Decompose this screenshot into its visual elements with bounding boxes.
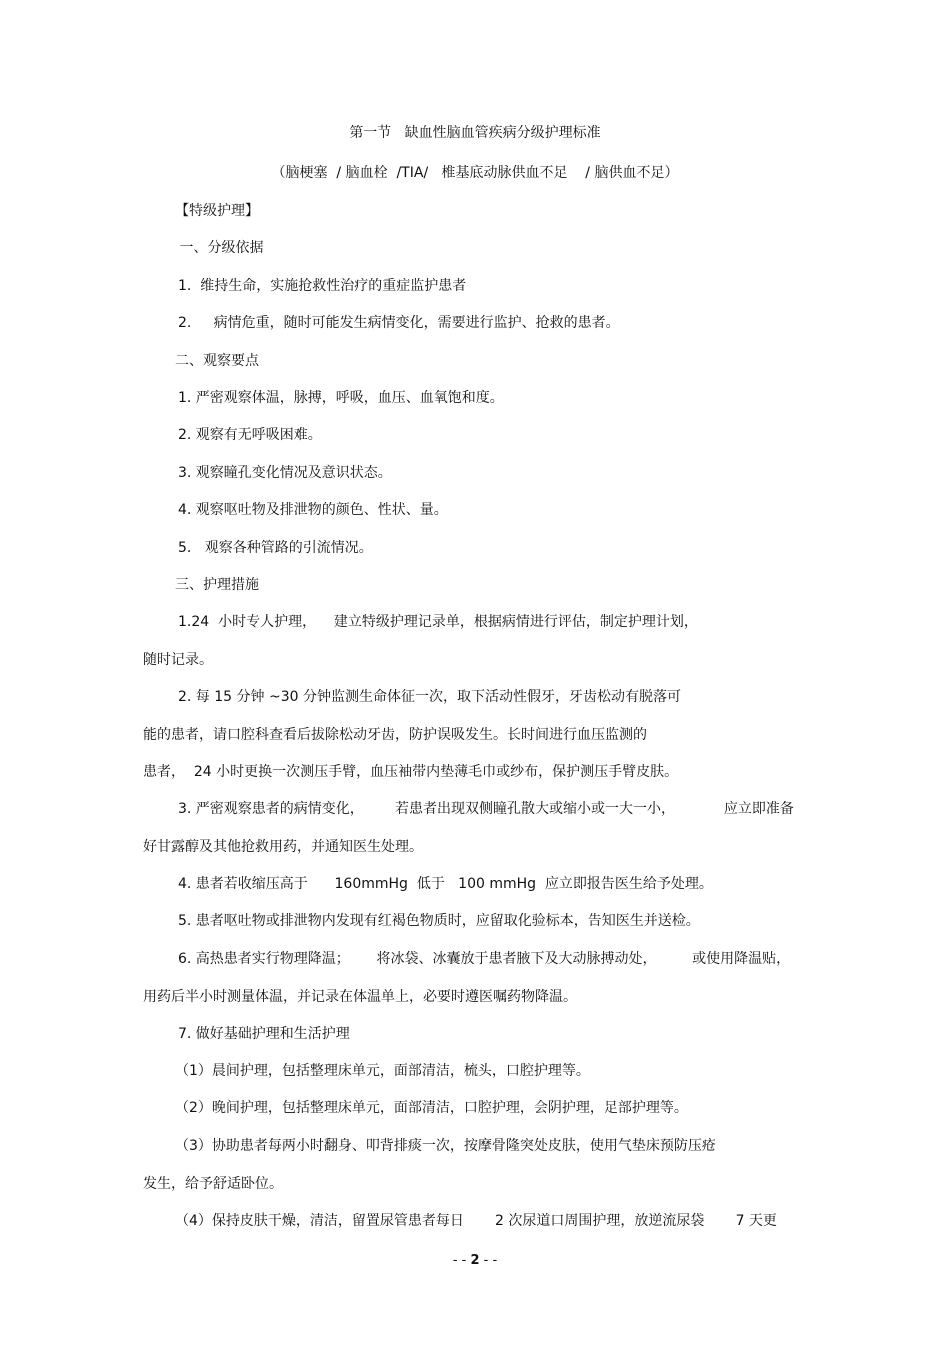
measure-7-sub-4-line-1: （4）保持皮肤干燥，清洁，留置尿管患者每日 2 次尿道口周围护理，放逆流尿袋 7 天更 [175,1213,777,1229]
measure-2-line-1: 2. 每 15 分钟 ~30 分钟监测生命体征一次，取下活动性假牙，牙齿松动有脱落可 [178,689,681,705]
heading-observation: 二、观察要点 [175,353,259,369]
measure-7-sub-3-line-2: 发生，给予舒适卧位。 [143,1176,283,1192]
measure-7: 7. 做好基础护理和生活护理 [178,1026,350,1042]
measure-7-sub-3-line-1: （3）协助患者每两小时翻身、叩背排痰一次，按摩骨隆突处皮肤，使用气垫床预防压疮 [175,1138,716,1154]
heading-grading-basis: 一、分级依据 [175,240,264,256]
page-number-suffix: - - [479,1253,498,1268]
observation-item-4: 4. 观察呕吐物及排泄物的颜色、性状、量。 [178,502,448,518]
page-subtitle: （脑梗塞 / 脑血栓 /TIA/ 椎基底动脉供血不足 / 脑供血不足） [271,165,679,181]
observation-item-2: 2. 观察有无呼吸困难。 [178,427,322,443]
page-number [0,1252,950,1270]
observation-item-3: 3. 观察瞳孔变化情况及意识状态。 [178,465,392,481]
measure-2-line-2: 能的患者，请口腔科查看后拔除松动牙齿，防护误吸发生。长时间进行血压监测的 [143,727,647,743]
page-number-value: 2 [470,1253,480,1268]
measure-7-sub-1: （1）晨间护理，包括整理床单元，面部清洁，梳头，口腔护理等。 [175,1063,590,1079]
grading-item-1: 1. 维持生命，实施抢救性治疗的重症监护患者 [178,278,467,294]
measure-5: 5. 患者呕吐物或排泄物内发现有红褐色物质时，应留取化验标本，告知医生并送检。 [178,913,700,929]
measure-2-line-3: 患者， 24 小时更换一次测压手臂，血压袖带内垫薄毛巾或纱布，保护测压手臂皮肤。 [143,764,679,780]
measure-1-line-2: 随时记录。 [143,652,213,668]
page-number-prefix: - - [452,1253,471,1268]
measure-7-sub-2: （2）晚间护理，包括整理床单元，面部清洁，口腔护理，会阴护理，足部护理等。 [175,1100,688,1116]
page-title: 第一节 缺血性脑血管疾病分级护理标准 [349,125,601,141]
observation-item-5: 5. 观察各种管路的引流情况。 [178,540,373,556]
measure-1-line-1: 1.24 小时专人护理， 建立特级护理记录单，根据病情进行评估，制定护理计划， [178,614,698,630]
section-heading-special-care: 【特级护理】 [175,203,259,219]
heading-measures: 三、护理措施 [175,577,259,593]
measure-6-line-2: 用药后半小时测量体温，并记录在体温单上，必要时遵医嘱药物降温。 [143,989,577,1005]
measure-6-line-1: 6. 高热患者实行物理降温； 将冰袋、冰囊放于患者腋下及大动脉搏动处， 或使用降温贴， [178,951,791,967]
observation-item-1: 1. 严密观察体温，脉搏，呼吸，血压、血氧饱和度。 [178,390,504,406]
measure-3-line-1: 3. 严密观察患者的病情变化， 若患者出现双侧瞳孔散大或缩小或一大一小， 应立即准备 [178,801,794,817]
measure-3-line-2: 好甘露醇及其他抢救用药，并通知医生处理。 [143,839,423,855]
grading-item-2: 2. 病情危重，随时可能发生病情变化，需要进行监护、抢救的患者。 [178,315,620,331]
measure-4: 4. 患者若收缩压高于 160mmHg 低于 100 mmHg 应立即报告医生给予处理。 [178,876,713,892]
